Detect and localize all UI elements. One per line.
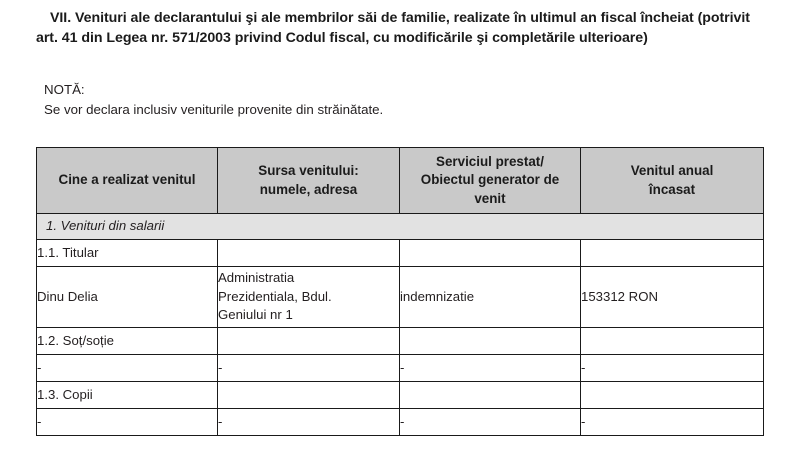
column-header-who-line-1: Cine a realizat venitul: [58, 172, 196, 188]
table-row: [37, 267, 764, 328]
entry-amount-lines: [581, 288, 763, 307]
column-header-annual-income-line-1: Venitul anual: [630, 163, 714, 179]
note-block: [44, 80, 744, 120]
row-spouse-empty-amount: -: [581, 355, 764, 382]
column-header-annual-income: [581, 148, 764, 214]
column-header-who: [37, 148, 218, 214]
row-entry-source: [218, 267, 400, 328]
table-header-row: [37, 148, 764, 214]
row-children-empty-service: -: [400, 409, 581, 436]
entry-service-line-1: indemnizatie: [400, 288, 475, 304]
row-spouse-empty-person: -: [37, 355, 218, 382]
column-header-source: [218, 148, 400, 214]
section-heading-vii: VII. Venituri ale declarantului şi ale membrilor săi de familie, realizate în ultimul an fiscal încheiat (potrivit art. 41 din Legea nr. 571/2003 privind Codul fiscal, cu modificările şi completările ulterioare): [36, 10, 750, 47]
entry-source-line-1: Administratia: [218, 269, 295, 285]
entry-person-line-1: Dinu Delia: [37, 288, 98, 304]
entry-service-lines: [400, 288, 580, 307]
row-spouse-empty-source: -: [218, 355, 400, 382]
row-children-amount: [581, 382, 764, 409]
row-children-empty-amount: -: [581, 409, 764, 436]
section-label-salaries: 1. Venituri din salarii: [37, 214, 764, 240]
table-row: [37, 355, 764, 382]
table-row: [37, 409, 764, 436]
column-header-service-line-2: Obiectul generator de: [420, 172, 560, 188]
row-spouse-source: [218, 328, 400, 355]
entry-person-lines: [37, 288, 217, 307]
table-body: [37, 214, 764, 436]
row-entry-amount: [581, 267, 764, 328]
column-header-service: [400, 148, 581, 214]
entry-amount-line-1: 153312 RON: [581, 288, 658, 304]
row-children-empty-person: -: [37, 409, 218, 436]
row-entry-service: [400, 267, 581, 328]
row-spouse-amount: [581, 328, 764, 355]
row-label-titular: 1.1. Titular: [37, 240, 218, 267]
note-label: NOTĂ:: [44, 82, 85, 97]
column-header-service-line-1: Serviciul prestat/: [436, 154, 544, 170]
row-label-children: 1.3. Copii: [37, 382, 218, 409]
table-section-row: [37, 214, 764, 240]
note-text: Se vor declara inclusiv veniturile provenite din străinătate.: [44, 102, 384, 118]
row-titular-source: [218, 240, 400, 267]
row-titular-amount: [581, 240, 764, 267]
row-children-source: [218, 382, 400, 409]
row-children-empty-source: -: [218, 409, 400, 436]
column-header-source-line-1: Sursa venitului:: [258, 163, 359, 179]
table-row: [37, 382, 764, 409]
table-header: [37, 148, 764, 214]
row-children-service: [400, 382, 581, 409]
income-declaration-table: [36, 147, 764, 436]
row-spouse-empty-service: -: [400, 355, 581, 382]
column-header-service-line-3: venit: [474, 190, 506, 206]
table-row: [37, 328, 764, 355]
column-header-annual-income-line-2: încasat: [648, 181, 696, 197]
row-label-spouse: 1.2. Soț/soție: [37, 328, 218, 355]
entry-source-line-2: Prezidentiala, Bdul.: [218, 288, 332, 304]
row-titular-service: [400, 240, 581, 267]
table-row: [37, 240, 764, 267]
entry-source-line-3: Geniului nr 1: [218, 307, 293, 323]
entry-source-lines: [218, 269, 399, 325]
column-header-source-line-2: numele, adresa: [259, 181, 358, 197]
row-spouse-service: [400, 328, 581, 355]
row-entry-person: [37, 267, 218, 328]
